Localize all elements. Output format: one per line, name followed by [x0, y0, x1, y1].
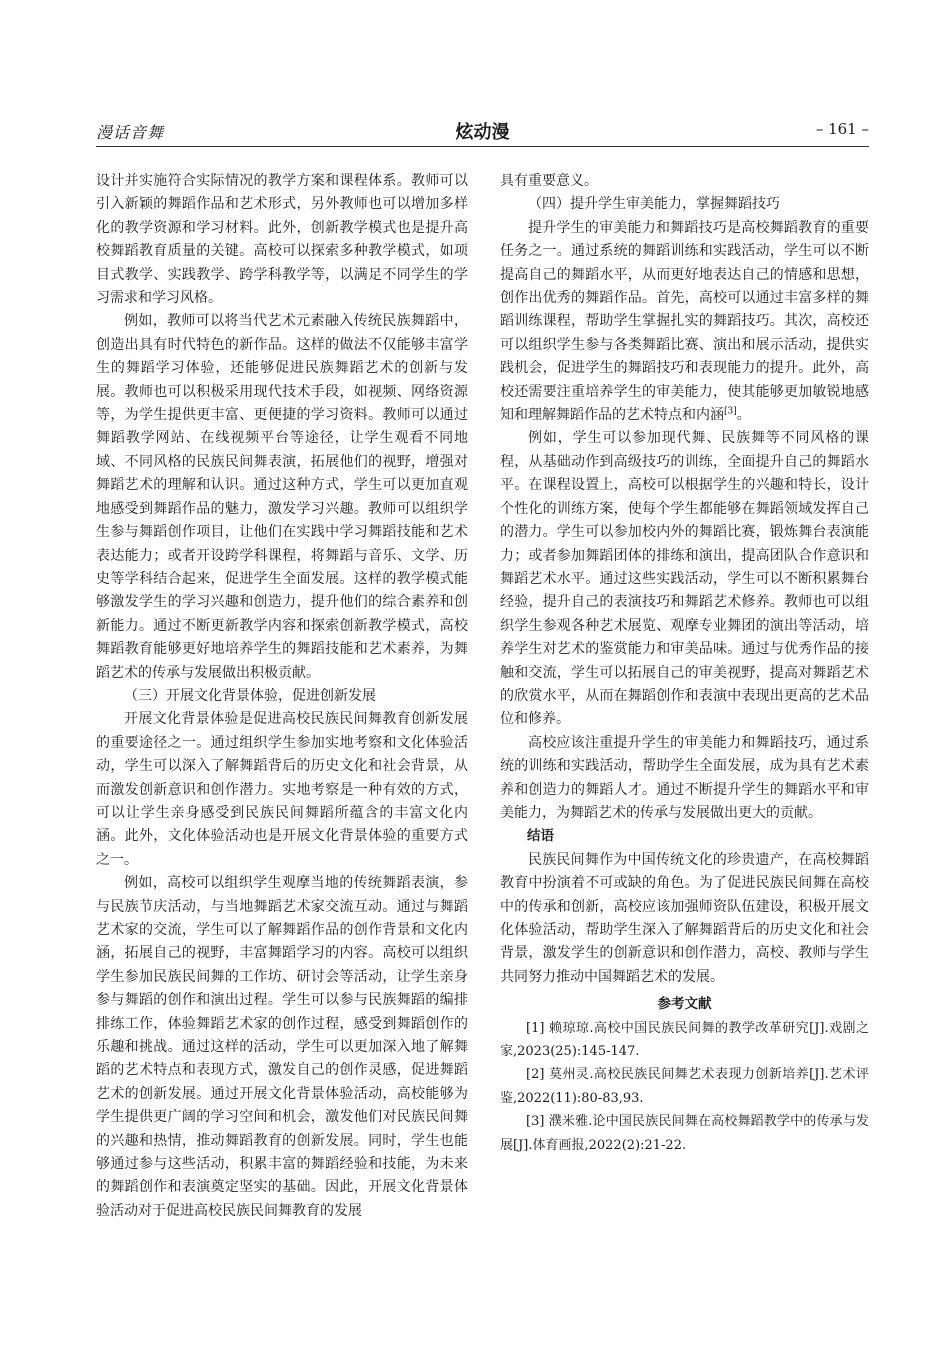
paragraph: 例如，高校可以组织学生观摩当地的传统舞蹈表演，参与民族节庆活动，与当地舞蹈艺术家交流互动。通过与舞蹈艺术家的交流，学生可以了解舞蹈作品的创作背景和文化内涵，拓展自己的视野，丰富舞蹈学习的内容。高校可以组织学生参加民族民间舞的工作坊、研讨会等活动，让学生亲身参与舞蹈的创作和演出过程。学生可以参与民族舞蹈的编排排练工作，体验舞蹈艺术家的创作过程，感受到舞蹈创作的乐趣和挑战。通过这样的活动，学生可以更加深入地了解舞蹈的艺术特点和表现方式，激发自己的创作灵感，促进舞蹈艺术的创新发展。通过开展文化背景体验活动，高校能够为学生提供更广阔的学习空间和机会，激发他们对民族民间舞的兴趣和热情，推动舞蹈教育的创新发展。同时，学生也能够通过参与这些活动，积累丰富的舞蹈经验和技能，为未来的舞蹈创作和表演奠定坚实的基础。因此，开展文化背景体验活动对于促进高校民族民间舞教育的发展	[96, 875, 468, 1219]
paragraph-text: 提升学生的审美能力和舞蹈技巧是高校舞蹈教育的重要任务之一。通过系统的舞蹈训练和实践活动，学生可以不断提高自己的舞蹈水平，从而更好地表达自己的情感和思想，创作出优秀的舞蹈作品。首先，高校可以通过丰富多样的舞蹈训练课程，帮助学生掌握扎实的舞蹈技巧。其次，高校还可以组织学生参与各类舞蹈比赛、演出和展示活动，提供实践机会，促进学生的舞蹈技巧和表现能力的提升。此外，高校还需要注重培养学生的审美能力，使其能够更加敏锐地感知和理解舞蹈作品的艺术特点和内涵	[500, 219, 869, 424]
conclusion-heading: 结语	[527, 828, 554, 845]
references-heading: 参考文献	[657, 996, 712, 1013]
paragraph-end: 。	[736, 407, 751, 424]
paragraph-continued: 设计并实施符合实际情况的教学方案和课程体系。教师可以引入新颖的舞蹈作品和艺术形式，另外教师也可以增加多样化的教学资源和学习材料。此外，创新教学模式也是提升高校舞蹈教育质量的关键。高校可以探索多种教学模式，如项目式教学、实践教学、跨学科教学等，以满足不同学生的学习需求和学习风格。	[96, 173, 468, 307]
journal-section-title: 漫话音舞	[96, 123, 165, 142]
left-column	[96, 170, 468, 1223]
paragraph: 例如，学生可以参加现代舞、民族舞等不同风格的课程，从基础动作到高级技巧的训练，全面提升自己的舞蹈水平。在课程设置上，高校可以根据学生的兴趣和特长，设计个性化的训练方案，使每个学生都能够在舞蹈领域发挥自己的潜力。学生可以参加校内外的舞蹈比赛，锻炼舞台表演能力；或者参加舞蹈团体的排练和演出，提高团队合作意识和舞蹈艺术水平。通过这些实践活动，学生可以不断积累舞台经验，提升自己的表演技巧和舞蹈艺术修养。教师也可以组织学生参观各种艺术展览、观摩专业舞团的演出等活动，培养学生对艺术的鉴赏能力和审美品味。通过与优秀作品的接触和交流，学生可以拓展自己的审美视野，提高对舞蹈艺术的欣赏水平，从而在舞蹈创作和表演中表现出更高的艺术品位和修养。	[500, 430, 869, 728]
section-heading-4: （四）提升学生审美能力，掌握舞蹈技巧	[528, 196, 780, 213]
paragraph: 高校应该注重提升学生的审美能力和舞蹈技巧，通过系统的训练和实践活动，帮助学生全面发展，成为具有艺术素养和创造力的舞蹈人才。通过不断提升学生的舞蹈水平和审美能力，为舞蹈艺术的传承与发展做出更大的贡献。	[500, 734, 869, 821]
journal-name: 炫动漫	[455, 122, 510, 143]
paragraph: 民族民间舞作为中国传统文化的珍贵遗产，在高校舞蹈教育中扮演着不可或缺的角色。为了促进民族民间舞在高校中的传承和创新，高校应该加强师资队伍建设，积极开展文化体验活动，帮助学生深入了解舞蹈背后的历史文化和社会背景，激发学生的创新意识和创作潜力，高校、教师与学生共同努力推动中国舞蹈艺术的发展。	[500, 851, 869, 985]
paragraph: 开展文化背景体验是促进高校民族民间舞教育创新发展的重要途径之一。通过组织学生参加实地考察和文化体验活动，学生可以深入了解舞蹈背后的历史文化和社会背景，从而激发创新意识和创作潜力。实地考察是一种有效的方式，可以让学生亲身感受到民族民间舞蹈所蕴含的丰富文化内涵。此外，文化体验活动也是开展文化背景体验的重要方式之一。	[96, 711, 468, 868]
paragraph-continued: 具有重要意义。	[500, 173, 598, 189]
reference-item: [1] 赖琼琼.高校中国民族民间舞的教学改革研究[J].戏剧之家,2023(25):145-147.	[500, 1020, 869, 1060]
right-column	[500, 170, 869, 1157]
paragraph	[500, 217, 869, 428]
running-header	[96, 118, 869, 147]
reference-item: [3] 濮米雅.论中国民族民间舞在高校舞蹈教学中的传承与发展[J].体育画报,2022(2):21-22.	[500, 1114, 869, 1153]
reference-item: [2] 莫州灵.高校民族民间舞艺术表现力创新培养[J].艺术评鉴,2022(11):80-83,93.	[500, 1067, 869, 1106]
section-heading-3: （三）开展文化背景体验，促进创新发展	[124, 687, 376, 704]
paragraph: 例如，教师可以将当代艺术元素融入传统民族舞蹈中，创造出具有时代特色的新作品。这样的做法不仅能够丰富学生的舞蹈学习体验，还能够促进民族舞蹈艺术的创新与发展。教师也可以积极采用现代技术手段，如视频、网络资源等，为学生提供更丰富、更便捷的学习资料。教师可以通过舞蹈教学网站、在线视频平台等途径，让学生观看不同地域、不同风格的民族民间舞表演，拓展他们的视野，增强对舞蹈艺术的理解和认识。通过这种方式，学生可以更加直观地感受到舞蹈作品的魅力，激发学习兴趣。教师可以组织学生参与舞蹈创作项目，让他们在实践中学习舞蹈技能和艺术表达能力；或者开设跨学科课程，将舞蹈与音乐、文学、历史等学科结合起来，促进学生全面发展。这样的教学模式能够激发学生的学习兴趣和创造力，提升他们的综合素养和创新能力。通过不断更新教学内容和探索创新教学模式，高校舞蹈教育能够更好地培养学生的舞蹈技能和艺术素养，为舞蹈艺术的传承与发展做出积极贡献。	[96, 313, 468, 681]
page-number: – 161 –	[815, 120, 869, 138]
citation-ref: [3]	[724, 406, 737, 417]
